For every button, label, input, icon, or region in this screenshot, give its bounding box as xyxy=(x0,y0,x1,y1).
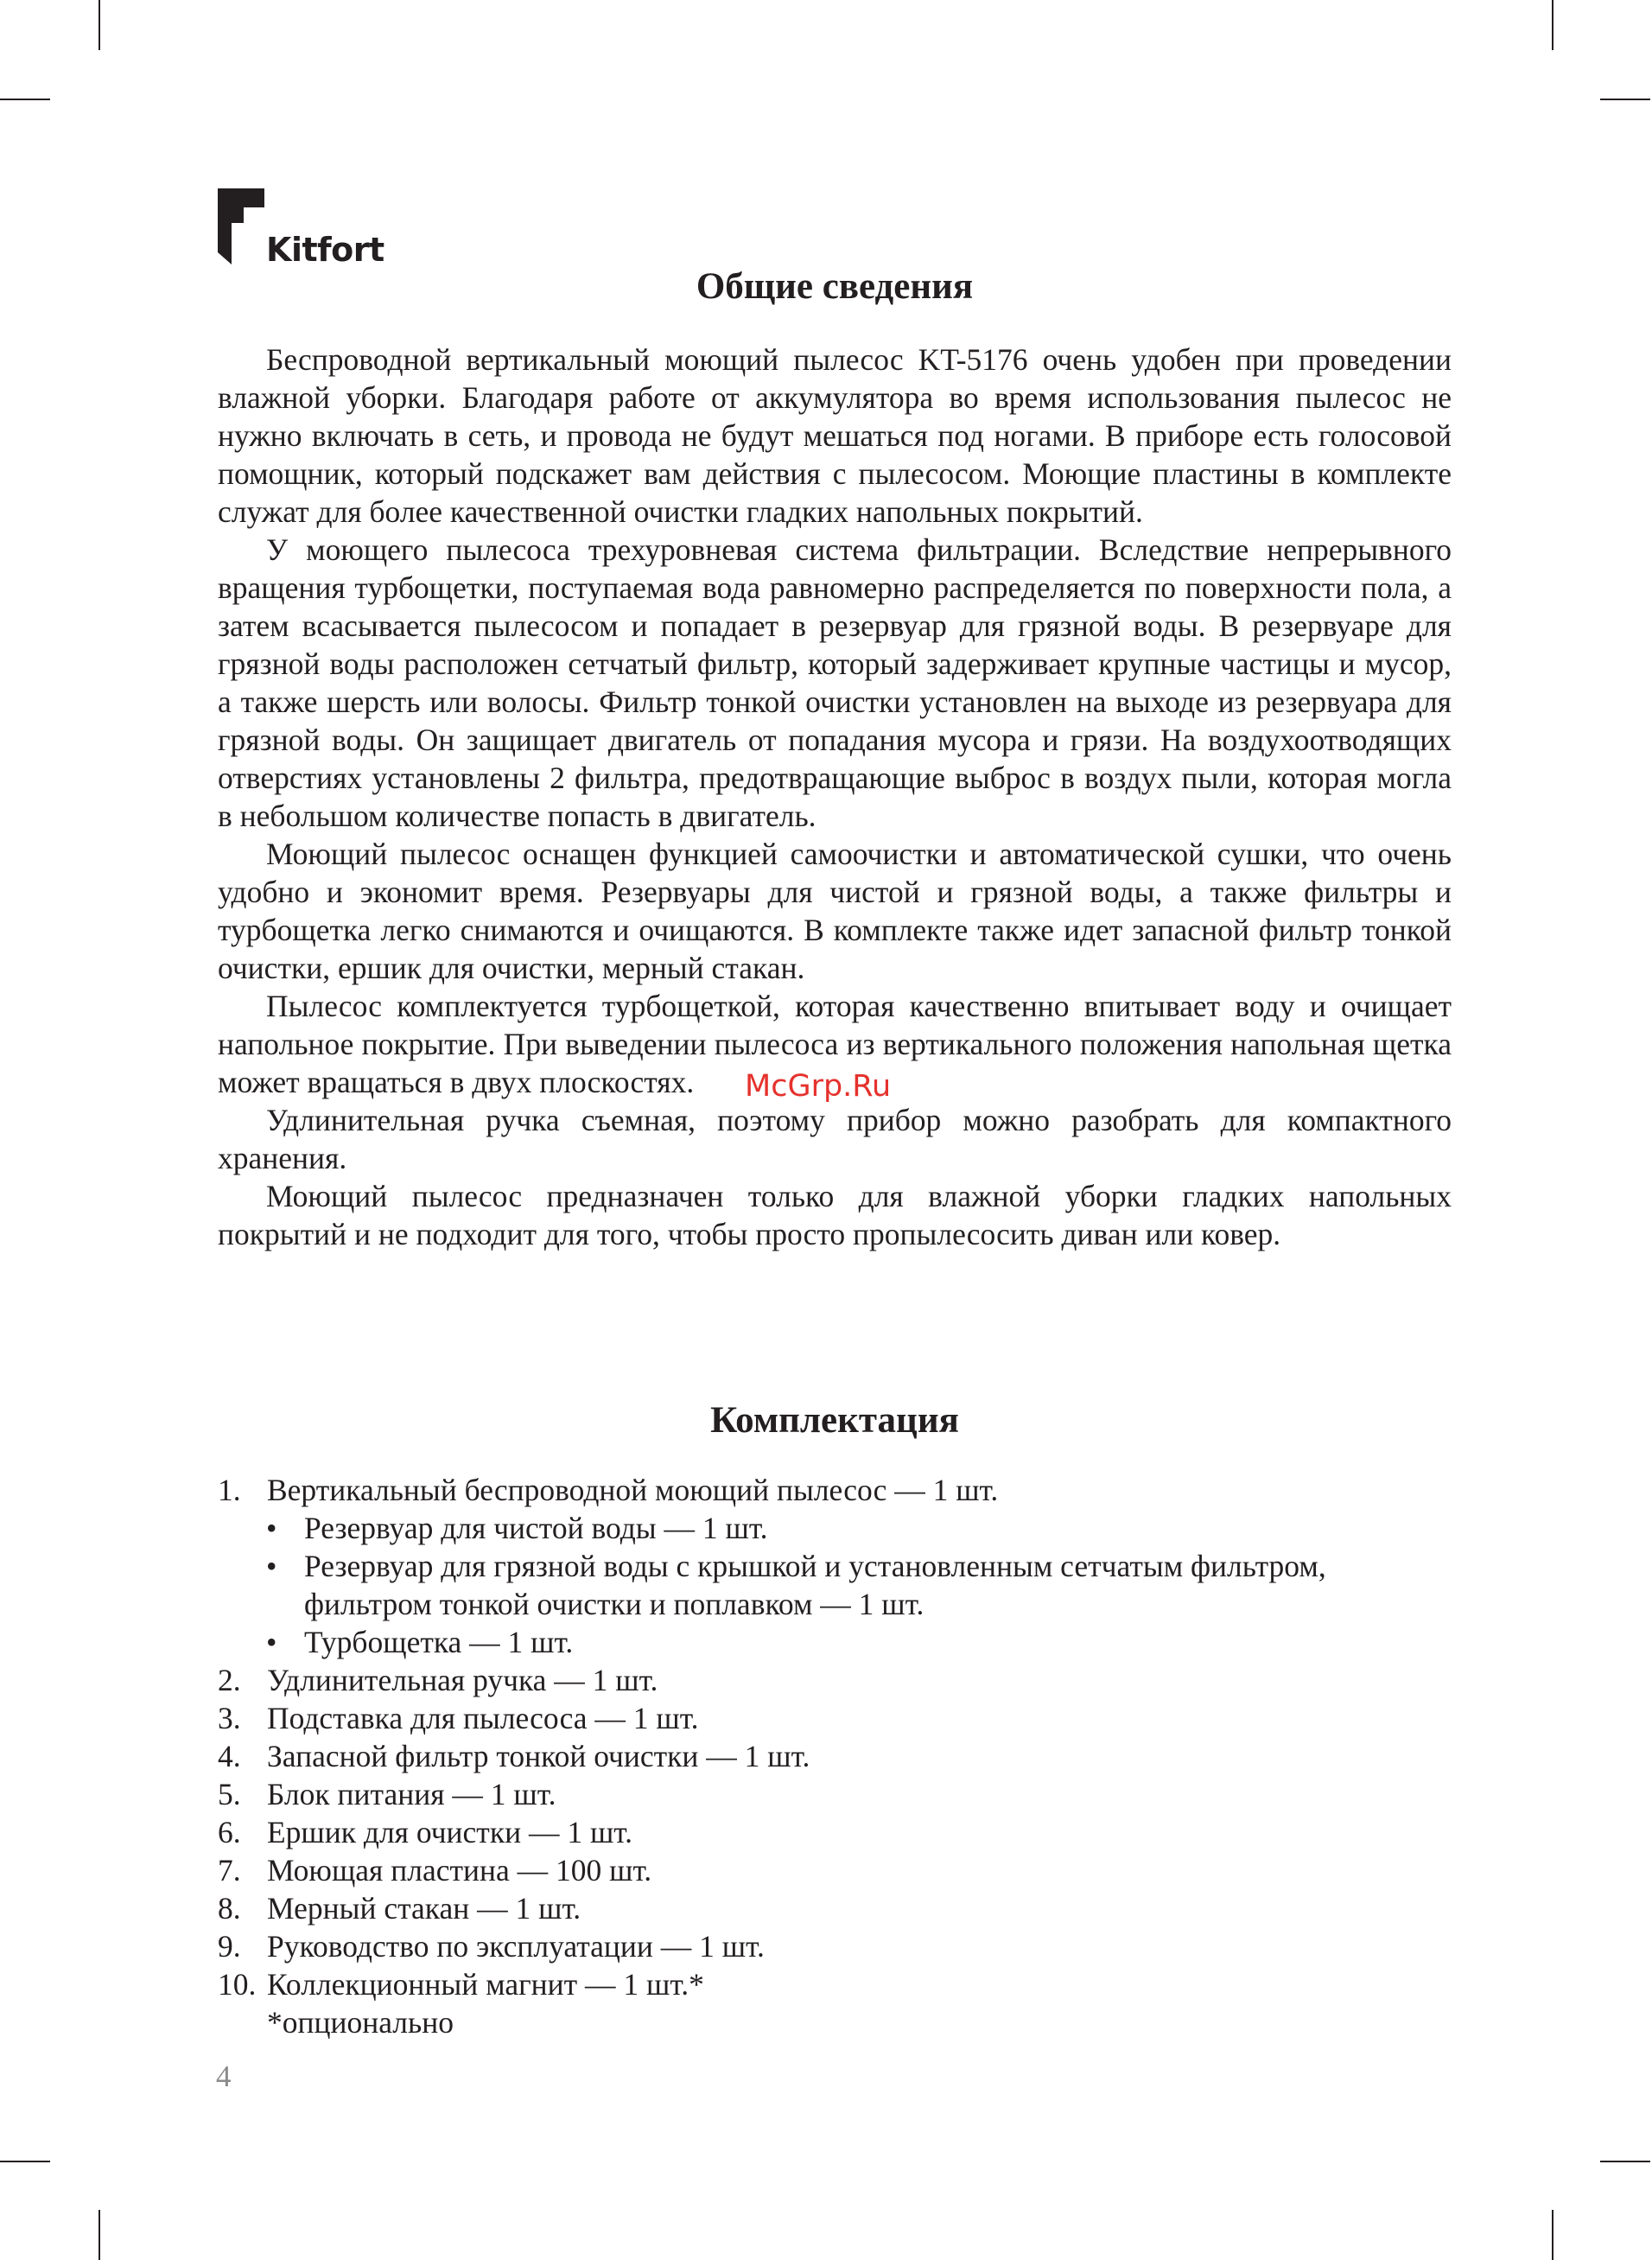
sub-list-item-text: Турбощетка — 1 шт. xyxy=(304,1625,574,1659)
list-item-text: Блок питания — 1 шт. xyxy=(267,1777,556,1811)
list-item-text: Вертикальный беспроводной моющий пылесос — 1 шт. xyxy=(267,1473,999,1507)
list-item-number: 2. xyxy=(218,1663,241,1697)
list-item-number: 10. xyxy=(218,1967,257,2002)
general-text xyxy=(218,341,1452,1253)
crop-mark-bottom-left xyxy=(98,2210,100,2260)
paragraph: У моющего пылесоса трехуровневая система фильтрации. Вследствие непрерывного вращения турбощетки, поступаемая вода равномерно распределяется по поверхности пола, а затем всасывается пылесосом и попадает в резервуар для грязной воды. В резервуаре для грязной воды расположен сетчатый фильтр, который задерживает крупные частицы и мусор, а также шерсть или волосы. Фильтр тонкой очистки установлен на выходе из резервуара для грязной воды. Он защищает двигатель от попадания мусора и грязи. На воздухоотводящих отверстиях установлены 2 фильтра, предотвращающие выброс в воздух пыли, которая могла в небольшом количестве попасть в двигатель. xyxy=(218,532,1452,833)
brand-name: Kitfort xyxy=(266,231,384,269)
list-item xyxy=(218,1813,1452,1851)
section-title-general: Общие сведения xyxy=(696,266,974,307)
bullet: • xyxy=(266,1511,277,1545)
list-item-text: Руководство по эксплуатации — 1 шт. xyxy=(267,1929,765,1964)
bullet: • xyxy=(266,1625,277,1659)
list-item xyxy=(218,1927,1452,1965)
list-item-number: 8. xyxy=(218,1891,241,1926)
list-item-text: Запасной фильтр тонкой очистки — 1 шт. xyxy=(267,1739,810,1773)
crop-mark-top-right xyxy=(1552,0,1554,50)
list-item-text: Мерный стакан — 1 шт. xyxy=(267,1891,581,1926)
section-title-kit: Комплектация xyxy=(710,1400,959,1441)
list-item-number: 9. xyxy=(218,1929,241,1964)
sub-list-item xyxy=(218,1509,1452,1547)
crop-mark-bottom-right xyxy=(1552,2210,1554,2260)
paragraph: Моющий пылесос предназначен только для влажной уборки гладких напольных покрытий и не подходит для того, чтобы просто пропылесосить диван или ковер. xyxy=(218,1179,1452,1251)
footnote: *опционально xyxy=(267,2005,454,2040)
paragraph: Беспроводной вертикальный моющий пылесос KT-5176 очень удобен при проведении влажной уборки. Благодаря работе от аккумулятора во время использования пылесос не нужно включать в сеть, и провода не будут мешаться под ногами. В приборе есть голосовой помощник, который подскажет вам действия с пылесосом. Моющие пластины в комплекте служат для более качественной очистки гладких напольных покрытий. xyxy=(218,342,1452,529)
list-item xyxy=(218,1851,1452,1889)
paragraph: Удлинительная ручка съемная, поэтому прибор можно разобрать для компактного хранения. xyxy=(218,1103,1452,1175)
list-item-text: Ершик для очистки — 1 шт. xyxy=(267,1815,633,1849)
paragraph: Пылесос комплектуется турбощеткой, которая качественно впитывает воду и очищает напольное покрытие. При выведении пылесоса из вертикального положения напольная щетка может вращаться в двух плоскостях. xyxy=(218,989,1452,1099)
list-item xyxy=(218,1471,1452,1509)
list-item-number: 1. xyxy=(218,1473,241,1507)
sub-list-item xyxy=(218,1623,1452,1661)
kit-list xyxy=(218,1471,1452,2041)
crop-mark-bottom-left-h xyxy=(0,2161,50,2162)
sub-list-item-text: Резервуар для чистой воды — 1 шт. xyxy=(304,1511,768,1545)
list-item xyxy=(218,1889,1452,1927)
kitfort-logo-mark-icon xyxy=(218,188,270,268)
crop-mark-bottom-right-h xyxy=(1600,2161,1650,2162)
bullet: • xyxy=(266,1549,277,1583)
list-item xyxy=(218,1699,1452,1737)
list-item-text: Коллекционный магнит — 1 шт.* xyxy=(267,1967,704,2002)
list-item xyxy=(218,1661,1452,1699)
list-item-text: Моющая пластина — 100 шт. xyxy=(267,1853,652,1888)
list-item xyxy=(218,1965,1452,2003)
sub-list-item-text: Резервуар для грязной воды с крышкой и установленным сетчатым фильтром, фильтром тонкой очистки и поплавком — 1 шт. xyxy=(304,1549,1326,1621)
kitfort-logo xyxy=(218,188,391,275)
list-item-number: 7. xyxy=(218,1853,241,1888)
page-number: 4 xyxy=(216,2059,232,2093)
crop-mark-top-right-h xyxy=(1600,99,1650,100)
crop-mark-top-left-h xyxy=(0,99,50,100)
list-item-text: Удлинительная ручка — 1 шт. xyxy=(267,1663,658,1697)
list-item-number: 6. xyxy=(218,1815,241,1849)
watermark: McGrp.Ru xyxy=(745,1069,892,1104)
list-item-number: 5. xyxy=(218,1777,241,1811)
crop-mark-top-left xyxy=(98,0,100,50)
list-item-text: Подставка для пылесоса — 1 шт. xyxy=(267,1701,699,1735)
sub-list-item xyxy=(218,1547,1452,1623)
paragraph: Моющий пылесос оснащен функцией самоочистки и автоматической сушки, что очень удобно и экономит время. Резервуары для чистой и грязной воды, а также фильтры и турбощетка легко снимаются и очищаются. В комплекте также идет запасной фильтр тонкой очистки, ершик для очистки, мерный стакан. xyxy=(218,837,1452,985)
list-item-number: 4. xyxy=(218,1739,241,1773)
list-item xyxy=(218,1775,1452,1813)
list-item-number: 3. xyxy=(218,1701,241,1735)
list-item xyxy=(218,1737,1452,1775)
